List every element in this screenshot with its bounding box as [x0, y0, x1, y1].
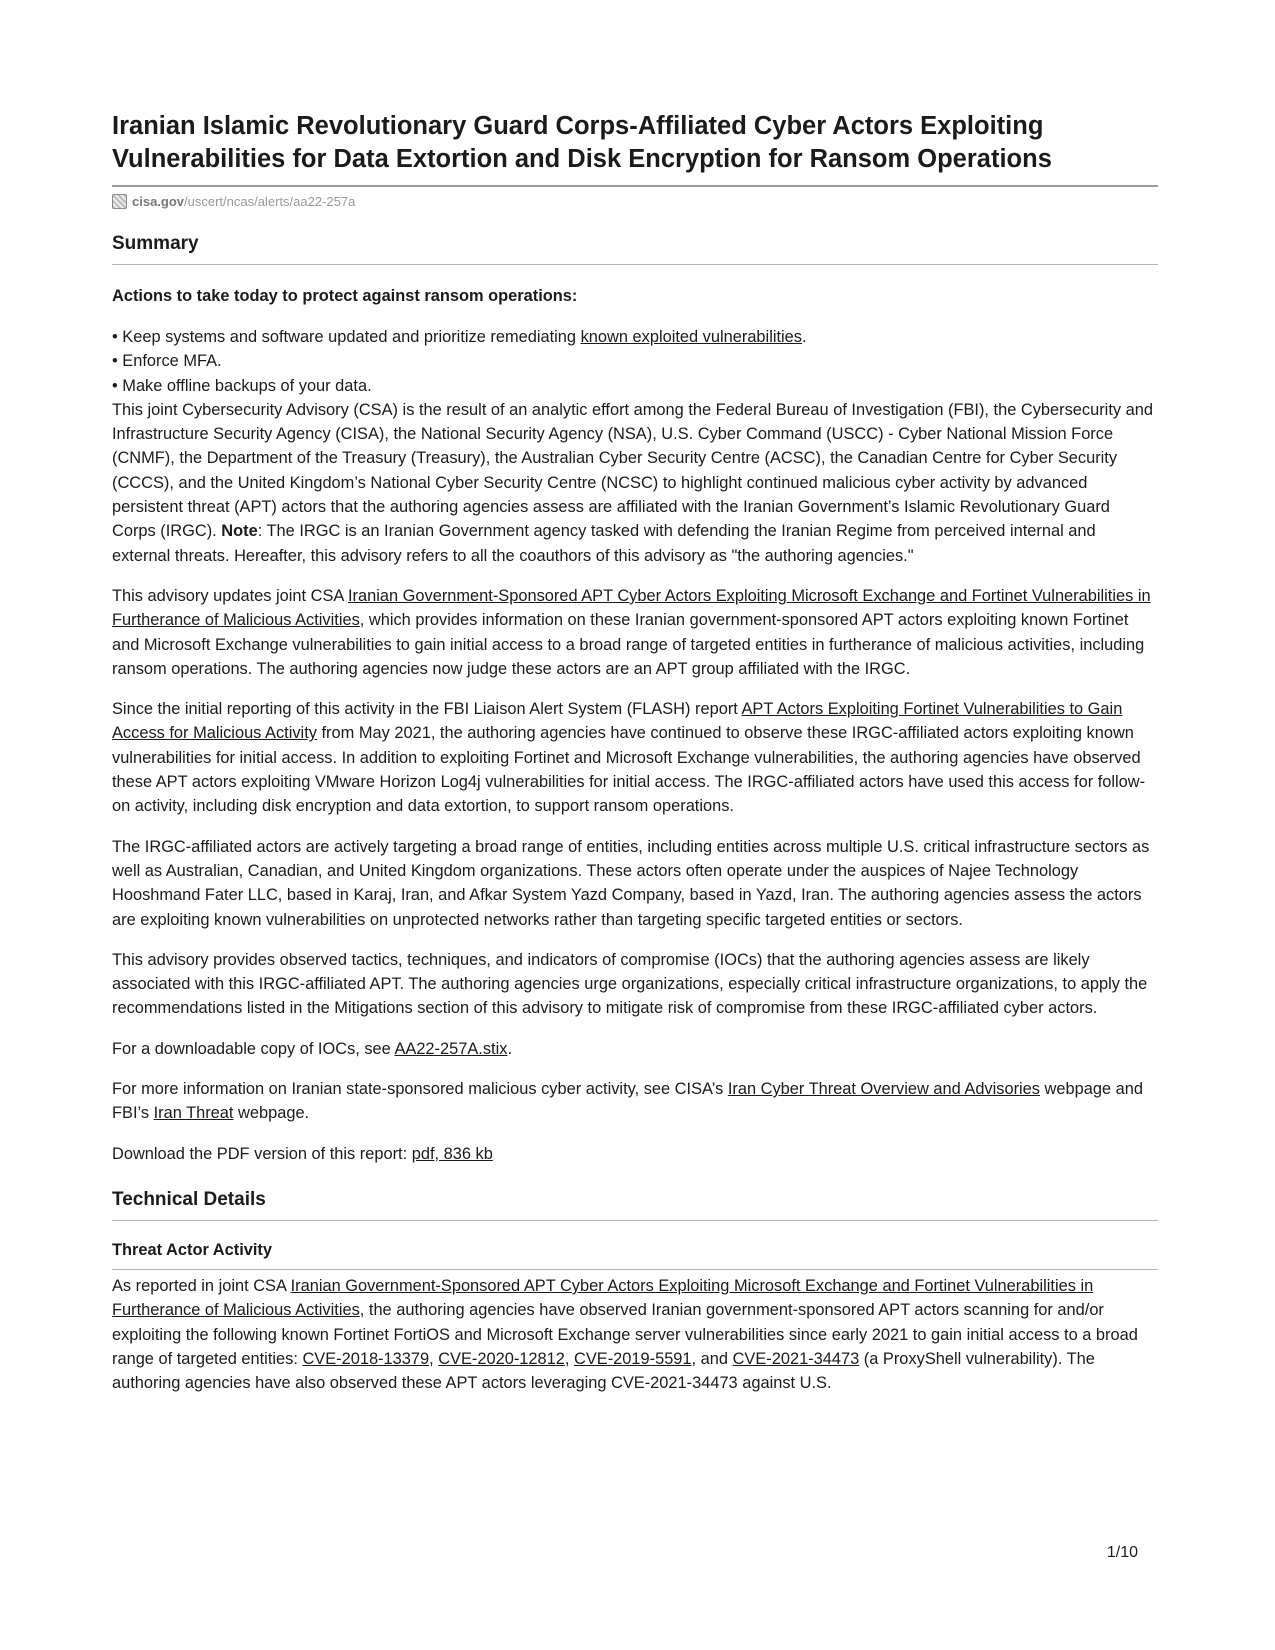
- threat-actor-paragraph: As reported in joint CSA Iranian Government-Sponsored APT Cyber Actors Exploiting Microsoft Exchange and Fortinet Vulnerabilities in Furtherance of Malicious Activities, the authoring agencies have observed Iranian government-sponsored APT actors scanning for and/or exploiting the following known Fortinet FortiOS and Microsoft Exchange server vulnerabilities since early 2021 to gain initial access to a broad range of targeted entities: CVE-2018-13379, CVE-2020-12812, CVE-2019-5591, and CVE-2021-34473 (a ProxyShell vulnerability). The authoring agencies have also observed these APT actors leveraging CVE-2021-34473 against U.S.: [112, 1276, 1138, 1393]
- source-domain: cisa.gov: [132, 193, 185, 209]
- page-title: Iranian Islamic Revolutionary Guard Corps-Affiliated Cyber Actors Exploiting Vulnerabilities for Data Extortion and Disk Encryption for Ransom Operations: [112, 112, 1052, 173]
- flash-report-link[interactable]: APT Actors Exploiting Fortinet Vulnerabilities to Gain Access for Malicious Activity: [112, 700, 1123, 743]
- threat-actor-heading: Threat Actor Activity: [112, 1240, 272, 1259]
- technical-details-heading: Technical Details: [112, 1188, 266, 1210]
- summary-paragraph-4: The IRGC-affiliated actors are actively targeting a broad range of entities, including entities across multiple U.S. critical infrastructure sectors as well as Australian, Canadian, and United Kingdom organizations. These actors often operate under the auspices of Najee Technology Hooshmand Fater LLC, based in Karaj, Iran, and Afkar System Yazd Company, based in Yazd, Iran. The authoring agencies assess the actors are exploiting known vulnerabilities on unprotected networks rather than targeting specific targeted entities or sectors.: [112, 837, 1150, 929]
- threat-actor-divider: [112, 1269, 1158, 1270]
- cve-2021-34473-link[interactable]: CVE-2021-34473: [732, 1349, 860, 1368]
- summary-divider: [112, 264, 1158, 265]
- action-list: [112, 325, 1158, 398]
- iocs-paragraph: For a downloadable copy of IOCs, see AA22-257A.stix.: [112, 1039, 512, 1058]
- summary-paragraph-2: This advisory updates joint CSA Iranian Government-Sponsored APT Cyber Actors Exploiting Microsoft Exchange and Fortinet Vulnerabilities in Furtherance of Malicious Activities, which provides information on these Iranian government-sponsored APT actors exploiting known Fortinet and Microsoft Exchange vulnerabilities to gain initial access to a broad range of targeted entities in furtherance of malicious activities, including ransom operations. The authoring agencies now judge these actors are an APT group affiliated with the IRGC.: [112, 586, 1151, 678]
- pdf-download-paragraph: Download the PDF version of this report: pdf, 836 kb: [112, 1144, 493, 1163]
- technical-divider: [112, 1220, 1158, 1221]
- summary-paragraph-5: This advisory provides observed tactics, techniques, and indicators of compromise (IOCs) that the authoring agencies assess are likely associated with this IRGC-affiliated APT. The authoring agencies urge organizations, especially critical infrastructure organizations, to apply the recommendations listed in the Mitigations section of this advisory to mitigate risk of compromise from these IRGC-affiliated cyber actors.: [112, 950, 1148, 1018]
- cve-2019-5591-link[interactable]: CVE-2019-5591: [574, 1349, 692, 1368]
- page-number: 1/10: [1106, 1544, 1138, 1561]
- joint-csa-link-2[interactable]: Iranian Government-Sponsored APT Cyber Actors Exploiting Microsoft Exchange and Fortinet Vulnerabilities in Furtherance of Malicious Activities: [112, 1276, 1094, 1320]
- more-info-paragraph: For more information on Iranian state-sponsored malicious cyber activity, see CISA’s Iran Cyber Threat Overview and Advisories webpage and FBI’s Iran Threat webpage.: [112, 1080, 1143, 1123]
- actions-lead: Actions to take today to protect against ransom operations:: [112, 287, 578, 305]
- joint-csa-link[interactable]: Iranian Government-Sponsored APT Cyber Actors Exploiting Microsoft Exchange and Fortinet Vulnerabilities in Furtherance of Malicious Activities: [112, 586, 1151, 630]
- summary-paragraph-3: Since the initial reporting of this activity in the FBI Liaison Alert System (FLASH) report APT Actors Exploiting Fortinet Vulnerabilities to Gain Access for Malicious Activity from May 2021, the authoring agencies have continued to observe these IRGC-affiliated actors exploiting known vulnerabilities for initial access. In addition to exploiting Fortinet and Microsoft Exchange vulnerabilities, the authoring agencies have observed these APT actors exploiting VMware Horizon Log4j vulnerabilities for initial access. The IRGC-affiliated actors have used this access for follow-on activity, including disk encryption and data extortion, to support ransom operations.: [112, 700, 1146, 816]
- cve-2020-12812-link[interactable]: CVE-2020-12812: [438, 1349, 565, 1368]
- list-item: • Enforce MFA.: [112, 352, 222, 371]
- source-url[interactable]: [112, 192, 1158, 210]
- shield-seal-icon: [112, 194, 127, 209]
- source-path: /uscert/ncas/alerts/aa22-257a: [184, 193, 356, 209]
- list-item: • Keep systems and software updated and prioritize remediating known exploited vulnerabilities.: [112, 328, 807, 346]
- known-exploited-vulnerabilities-link[interactable]: known exploited vulnerabilities: [580, 328, 802, 346]
- title-divider: [112, 185, 1158, 187]
- summary-heading: Summary: [112, 233, 199, 254]
- iran-threat-link[interactable]: Iran Threat: [153, 1104, 234, 1123]
- summary-paragraph-1: This joint Cybersecurity Advisory (CSA) is the result of an analytic effort among the Federal Bureau of Investigation (FBI), the Cybersecurity and Infrastructure Security Agency (CISA), the National Security Agency (NSA), U.S. Cyber Command (USCC) - Cyber National Mission Force (CNMF), the Department of the Treasury (Treasury), the Australian Cyber Security Centre (ACSC), the Canadian Centre for Cyber Security (CCCS), and the United Kingdom’s National Cyber Security Centre (NCSC) to highlight continued malicious cyber activity by advanced persistent threat (APT) actors that the authoring agencies assess are affiliated with the Iranian Government’s Islamic Revolutionary Guard Corps (IRGC). Note: The IRGC is an Iranian Government agency tasked with defending the Iranian Regime from perceived internal and external threats. Hereafter, this advisory refers to all the coauthors of this advisory as "the authoring agencies.": [112, 400, 1153, 565]
- document-page: [112, 110, 1158, 1395]
- note-label: Note: [221, 522, 258, 541]
- pdf-download-link[interactable]: pdf, 836 kb: [411, 1144, 493, 1163]
- list-item: • Make offline backups of your data.: [112, 376, 372, 395]
- iran-cyber-threat-link[interactable]: Iran Cyber Threat Overview and Advisories: [727, 1080, 1040, 1099]
- stix-file-link[interactable]: AA22-257A.stix: [394, 1039, 508, 1058]
- cve-2018-13379-link[interactable]: CVE-2018-13379: [302, 1349, 430, 1368]
